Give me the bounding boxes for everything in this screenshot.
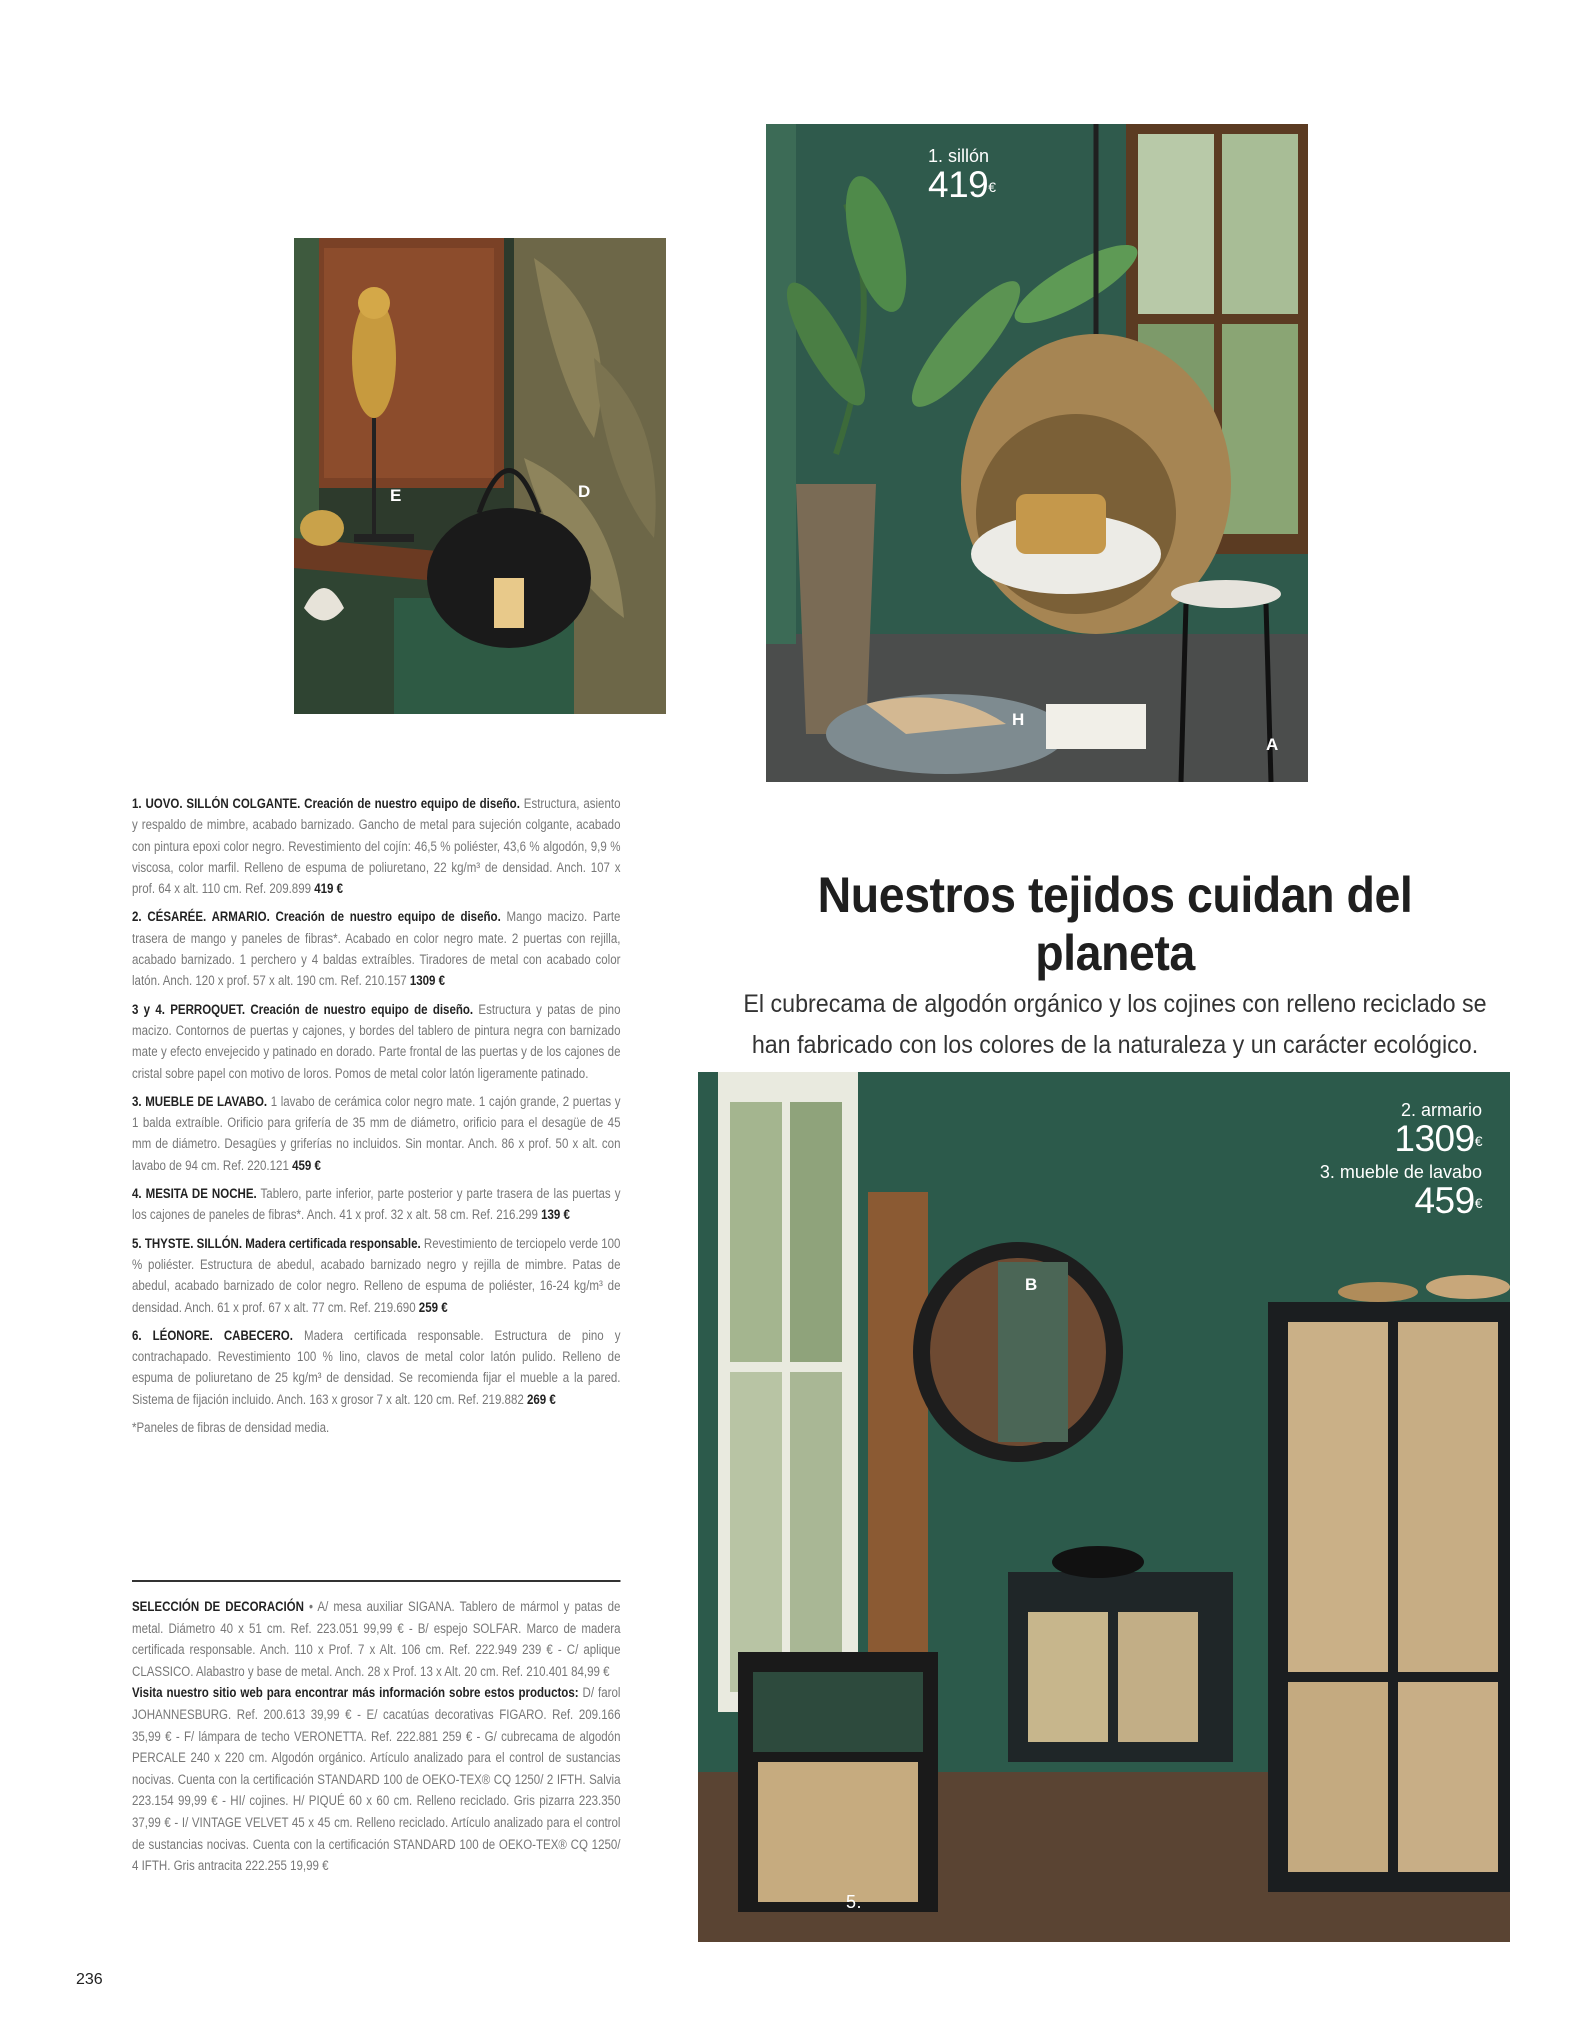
product-price: 269 € — [526, 1391, 556, 1407]
decoration-text-1: • A/ mesa auxiliar SIGANA. Tablero de mármol y patas de metal. Diámetro 40 x 51 cm. Ref. 223.051 99,99 € - B/ espejo SOLFAR. Marco de madera certificada responsable. Anch. 110 x Prof. 7 x Alt. 106 cm. Ref. 222.949 239 € - C/ aplique CLASSICO. Alabastro y base de metal. Anch. 28 x Prof. 13 x Alt. 20 cm. Ref. 210.401 84,99 € — [132, 1599, 621, 1679]
product-body: Estructura y patas de pino macizo. Contornos de puertas y cajones, y bordes del tablero de pintura negra con barnizado mate y efecto envejecido y patinado en dorado. Parte frontal de las puertas y de los cajones de cristal sobre papel con motivo de loros. Pomos de metal color latón ligeramente patinado. — [132, 1001, 621, 1081]
label-a: A — [1266, 735, 1279, 754]
product-body: Mango macizo. Parte trasera de mango y paneles de fibras*. Acabado en color negro mate. 2 puertas con rejilla, acabado barnizado. 1 perchero y 4 baldas extraíbles. Tiradores de metal con acabado color latón. Anch. 120 x prof. 57 x alt. 190 cm. Ref. 210.157 — [132, 909, 621, 989]
product-5 — [132, 1233, 620, 1318]
decoration-heading: SELECCIÓN DE DECORACIÓN — [132, 1599, 304, 1614]
product-3 — [132, 1091, 620, 1176]
decoration-web-note: Visita nuestro sitio web para encontrar más información sobre estos productos: — [132, 1685, 579, 1701]
label-d: D — [578, 482, 591, 501]
price-tag-sillon — [928, 146, 996, 204]
label-h: H — [1012, 710, 1025, 729]
headline-subtitle-line2: han fabricado con los colores de la naturaleza y un carácter ecológico. — [751, 1031, 1479, 1059]
product-title: 6. LÉONORE. CABECERO. — [132, 1327, 293, 1343]
product-price: 459 € — [292, 1157, 321, 1173]
product-3-4 — [132, 999, 620, 1084]
photo-parrot-lantern — [294, 238, 666, 714]
headline-block — [705, 866, 1525, 1064]
price-value-lavabo: 459€ — [1414, 1180, 1482, 1221]
headline-title: Nuestros tejidos cuidan del planeta — [817, 867, 1413, 981]
decoration-selection — [132, 1580, 620, 1877]
product-title: 5. THYSTE. SILLÓN. Madera certificada responsable. — [132, 1235, 421, 1251]
page-number: 236 — [76, 1971, 103, 1988]
product-title: 3. MUEBLE DE LAVABO. — [132, 1093, 268, 1109]
product-price: 419 € — [314, 881, 344, 897]
photo-hanging-chair — [766, 124, 1308, 782]
label-e: E — [390, 486, 402, 505]
product-title: 1. UOVO. SILLÓN COLGANTE. Creación de nuestro equipo de diseño. — [132, 796, 520, 811]
product-4 — [132, 1183, 620, 1226]
price-value-armario: 1309€ — [1394, 1118, 1482, 1159]
product-1 — [132, 793, 620, 899]
product-price: 259 € — [418, 1299, 448, 1315]
product-body: Estructura, asiento y respaldo de mimbre, acabado barnizado. Gancho de metal para sujeción colgante, acabado con pintura epoxi color negro. Revestimiento del cojín: 46,5 % poliéster, 43,6 % algodón, 9,9 % viscosa, color marfil. Relleno de espuma de poliuretano, 22 kg/m³ de densidad. Anch. 107 x prof. 64 x alt. 110 cm. Ref. 209.899 — [132, 796, 621, 897]
label-b: B — [1025, 1275, 1038, 1294]
price-name-armario: 2. armario — [1400, 1100, 1482, 1120]
product-title: 3 y 4. PERROQUET. Creación de nuestro equipo de diseño. — [132, 1001, 474, 1017]
product-body: Madera certificada responsable. Estructura de pino y contrachapado. Revestimiento 100 % lino, clavos de metal color latón pulido. Relleno de espuma de poliuretano de 25 kg/m³ de densidad. Se recomienda fijar el mueble a la pared. Sistema de fijación incluido. Anch. 163 x grosor 7 x alt. 120 cm. Ref. 219.882 — [132, 1327, 621, 1407]
price-name-lavabo: 3. mueble de lavabo — [1319, 1162, 1482, 1182]
headline-subtitle-line1: El cubrecama de algodón orgánico y los cojines con relleno reciclado se — [743, 990, 1487, 1018]
footnote: *Paneles de fibras de densidad media. — [132, 1420, 330, 1436]
price-value: 419€ — [928, 164, 996, 205]
product-descriptions — [132, 793, 620, 1445]
product-price: 1309 € — [409, 973, 446, 989]
product-price: 139 € — [541, 1207, 570, 1223]
price-name: 1. sillón — [928, 146, 990, 166]
photo-bathroom — [698, 1072, 1510, 1942]
decoration-text-2: D/ farol JOHANNESBURG. Ref. 200.613 39,99 € - E/ cacatúas decorativas FIGARO. Ref. 209.166 35,99 € - F/ lámpara de techo VERONETTA. Ref. 222.881 259 € - G/ cubrecama de algodón PERCALE 240 x 220 cm. Algodón orgánico. Artículo analizado para el control de sustancias nocivas. Cuenta con la certificación STANDARD 100 de OEKO-TEX® CQ 1250/ 2 IFTH. Salvia 223.154 99,99 € - HI/ cojines. H/ PIQUÉ 60 x 60 cm. Relleno reciclado. Gris pizarra 223.350 37,99 € - I/ VINTAGE VELVET 45 x 45 cm. Relleno reciclado. Artículo analizado para el control de sustancias nocivas. Cuenta con la certificación STANDARD 100 de OEKO-TEX® CQ 1250/ 4 IFTH. Gris antracita 222.255 19,99 € — [132, 1685, 621, 1874]
product-6 — [132, 1325, 620, 1410]
product-body: 1 lavabo de cerámica color negro mate. 1 cajón grande, 2 puertas y 1 balda extraíble. Orificio para grifería de 35 mm de diámetro, orificio para el desagüe de 45 mm de diámetro. Desagües y griferías no incluidos. Sin montar. Anch. 86 x prof. 50 x alt. con lavabo de 94 cm. Ref. 220.121 — [132, 1093, 621, 1173]
product-body: Revestimiento de terciopelo verde 100 % poliéster. Estructura de abedul, acabado barnizado negro y rejilla de mimbre. Patas de abedul, acabado barnizado de color negro. Relleno de espuma de poliéster, 16-24 kg/m³ de densidad. Anch. 61 x prof. 67 x alt. 77 cm. Ref. 219.690 — [132, 1235, 621, 1315]
decoration-paragraph-2 — [132, 1682, 620, 1876]
decoration-paragraph-1 — [132, 1596, 620, 1682]
product-body: Tablero, parte inferior, parte posterior y parte trasera de las puertas y los cajones de paneles de fibras*. Anch. 41 x prof. 32 x alt. 58 cm. Ref. 216.299 — [132, 1186, 621, 1223]
product-title: 4. MESITA DE NOCHE. — [132, 1186, 257, 1202]
product-2 — [132, 906, 620, 991]
price-tag-armario-lavabo — [1320, 1100, 1482, 1220]
product-title: 2. CÉSARÉE. ARMARIO. Creación de nuestro equipo de diseño. — [132, 909, 501, 925]
label-5: 5. — [846, 1892, 863, 1912]
